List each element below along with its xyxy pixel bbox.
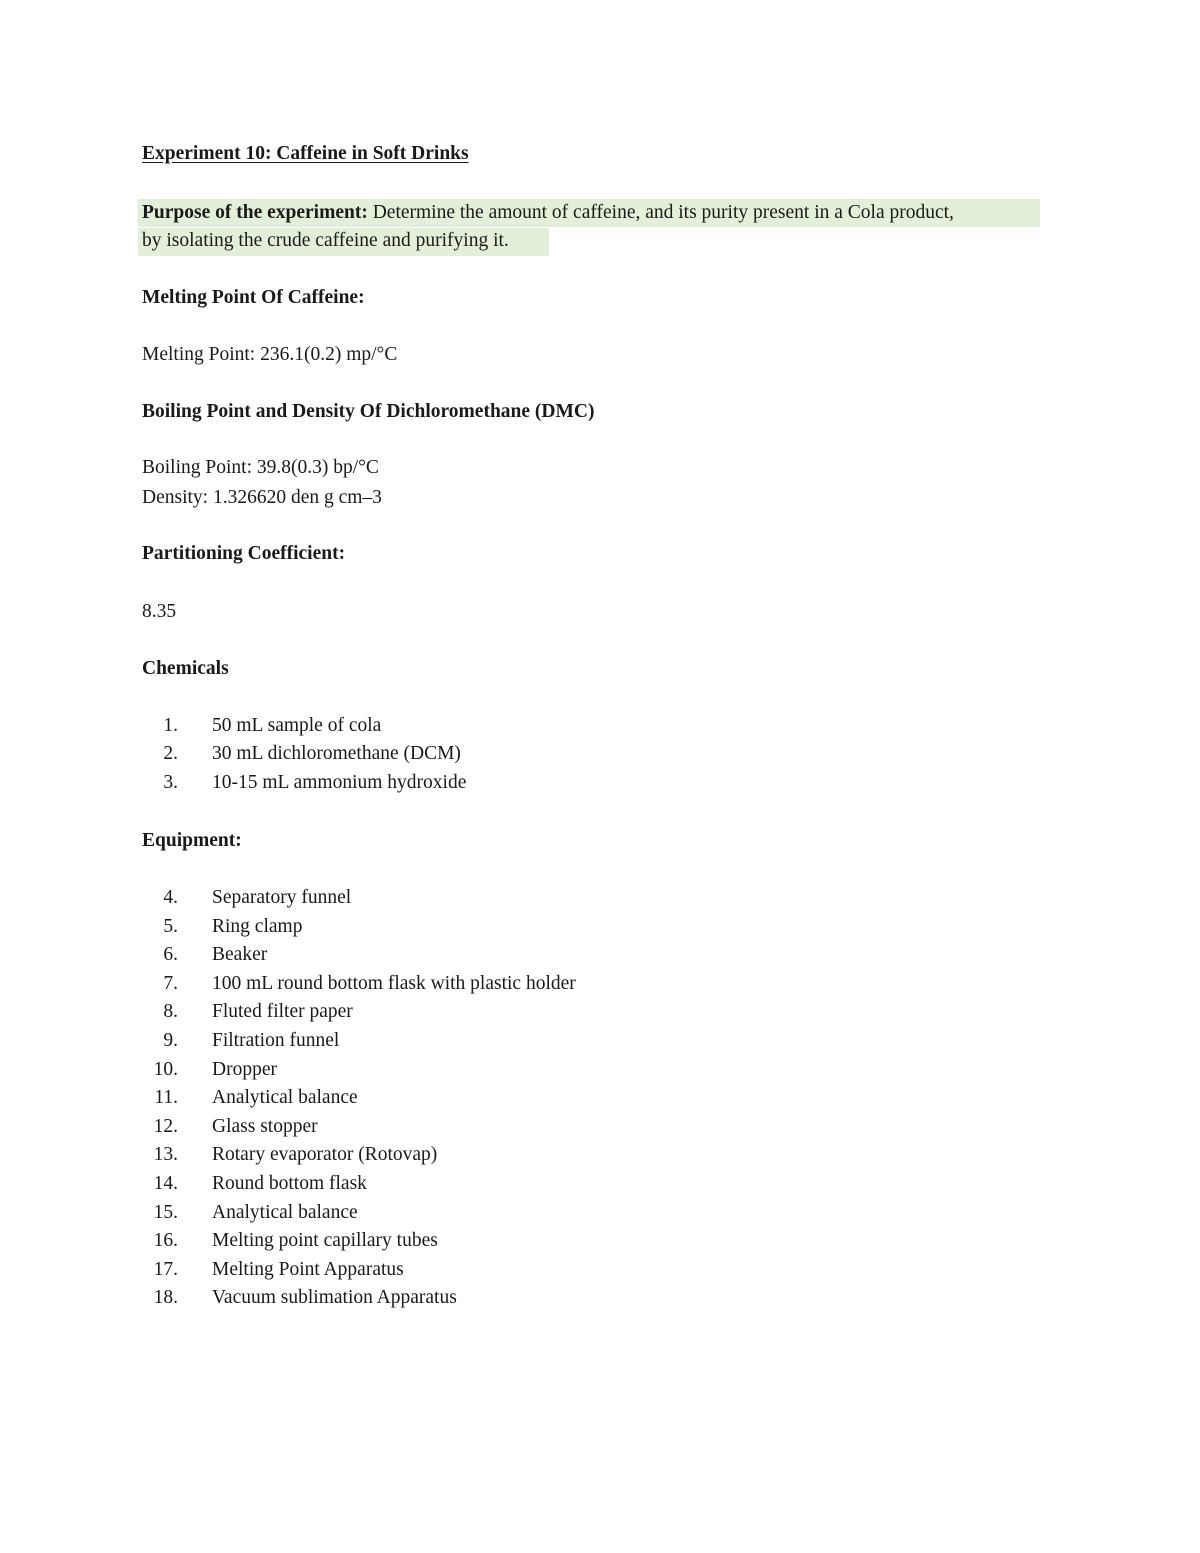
purpose-text-line1: Determine the amount of caffeine, and its purity present in a Cola product, bbox=[367, 202, 954, 223]
list-item: 9. Filtration funnel bbox=[163, 1030, 340, 1051]
list-item: 6. Beaker bbox=[163, 944, 268, 965]
purpose-line1 bbox=[142, 201, 954, 225]
list-item: 2. 30 mL dichloromethane (DCM) bbox=[163, 743, 461, 764]
list-item: 11. Analytical balance bbox=[154, 1087, 358, 1108]
melting-heading: Melting Point Of Caffeine: bbox=[142, 287, 365, 308]
list-item: 5. Ring clamp bbox=[163, 916, 303, 937]
document-title: Experiment 10: Caffeine in Soft Drinks bbox=[142, 143, 469, 164]
list-item: 4. Separatory funnel bbox=[163, 887, 352, 908]
partition-heading: Partitioning Coefficient: bbox=[142, 543, 346, 564]
purpose-text-line2: by isolating the crude caffeine and purifying it. bbox=[142, 230, 509, 251]
density-value: Density: 1.326620 den g cm–3 bbox=[142, 487, 382, 508]
list-item: 8. Fluted filter paper bbox=[163, 1001, 353, 1022]
list-item: 16. Melting point capillary tubes bbox=[153, 1230, 438, 1251]
list-item: 12. Glass stopper bbox=[153, 1116, 318, 1137]
list-item: 3. 10-15 mL ammonium hydroxide bbox=[163, 772, 467, 793]
partition-value: 8.35 bbox=[142, 601, 177, 622]
equipment-heading: Equipment: bbox=[142, 830, 242, 851]
list-item: 17. Melting Point Apparatus bbox=[153, 1259, 404, 1280]
list-item: 15. Analytical balance bbox=[153, 1202, 358, 1223]
purpose-label: Purpose of the experiment: bbox=[142, 202, 368, 223]
list-item: 14. Round bottom flask bbox=[153, 1173, 367, 1194]
boiling-value: Boiling Point: 39.8(0.3) bp/°C bbox=[142, 457, 379, 478]
melting-value: Melting Point: 236.1(0.2) mp/°C bbox=[142, 344, 398, 365]
chemicals-heading: Chemicals bbox=[142, 658, 229, 679]
list-item: 7. 100 mL round bottom flask with plastic holder bbox=[163, 973, 576, 994]
boiling-heading: Boiling Point and Density Of Dichloromethane (DMC) bbox=[142, 401, 595, 422]
list-item: 13. Rotary evaporator (Rotovap) bbox=[153, 1144, 438, 1165]
list-item: 10. Dropper bbox=[153, 1059, 277, 1080]
list-item: 1. 50 mL sample of cola bbox=[163, 715, 382, 736]
list-item: 18. Vacuum sublimation Apparatus bbox=[153, 1287, 457, 1308]
